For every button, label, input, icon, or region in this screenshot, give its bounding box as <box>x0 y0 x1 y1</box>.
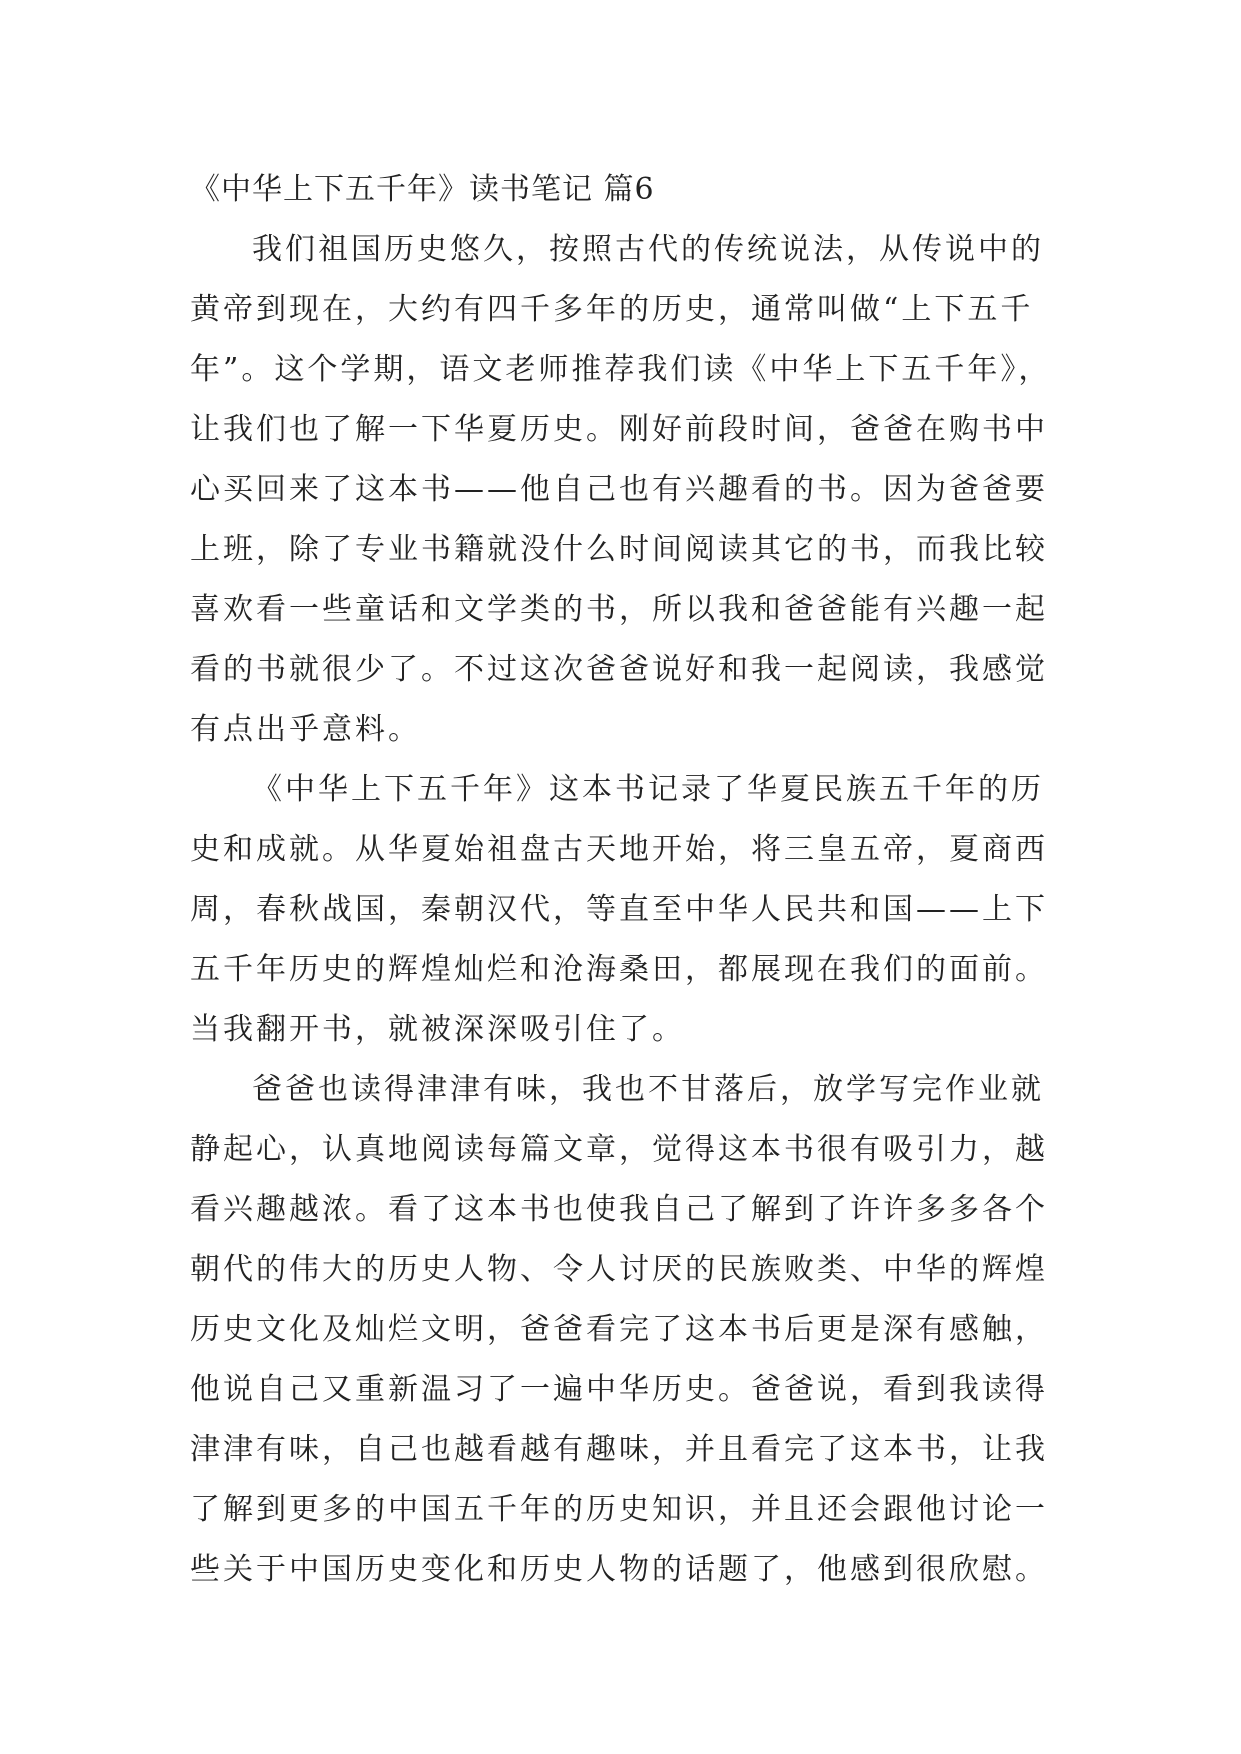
paragraph-line: 有点出乎意料。 <box>190 712 421 747</box>
paragraph-line: 静起心，认真地阅读每篇文章，觉得这本书很有吸引力，越 <box>190 1132 1048 1167</box>
paragraph-line: 些关于中国历史变化和历史人物的话题了，他感到很欣慰。 <box>190 1552 1048 1587</box>
paragraph-line: 年”。这个学期，语文老师推荐我们读《中华上下五千年》， <box>190 352 1052 387</box>
paragraph-line: 看的书就很少了。不过这次爸爸说好和我一起阅读，我感觉 <box>190 652 1048 687</box>
paragraph-line: 爸爸也读得津津有味，我也不甘落后，放学写完作业就 <box>252 1072 1044 1107</box>
paragraph-line: 历史文化及灿烂文明，爸爸看完了这本书后更是深有感触， <box>190 1312 1048 1347</box>
paragraph-3 <box>190 1060 1060 1600</box>
paragraph-line: 我们祖国历史悠久，按照古代的传统说法，从传说中的 <box>252 232 1044 267</box>
paragraph-line: 史和成就。从华夏始祖盘古天地开始，将三皇五帝，夏商西 <box>190 832 1048 867</box>
paragraph-line: 当我翻开书，就被深深吸引住了。 <box>190 1012 685 1047</box>
paragraph-line: 心买回来了这本书——他自己也有兴趣看的书。因为爸爸要 <box>190 472 1048 507</box>
paragraph-line: 《中华上下五千年》这本书记录了华夏民族五千年的历 <box>252 772 1044 807</box>
document-page <box>190 160 1060 1600</box>
paragraph-line: 了解到更多的中国五千年的历史知识，并且还会跟他讨论一 <box>190 1492 1048 1527</box>
paragraph-line: 让我们也了解一下华夏历史。刚好前段时间，爸爸在购书中 <box>190 412 1048 447</box>
document-title: 《中华上下五千年》读书笔记 篇6 <box>190 172 655 207</box>
paragraph-line: 他说自己又重新温习了一遍中华历史。爸爸说，看到我读得 <box>190 1372 1048 1407</box>
paragraph-line: 五千年历史的辉煌灿烂和沧海桑田，都展现在我们的面前。 <box>190 952 1048 987</box>
paragraph-line: 周，春秋战国，秦朝汉代，等直至中华人民共和国——上下 <box>190 892 1048 927</box>
paragraph-1 <box>190 220 1060 760</box>
paragraph-line: 喜欢看一些童话和文学类的书，所以我和爸爸能有兴趣一起 <box>190 592 1048 627</box>
paragraph-line: 看兴趣越浓。看了这本书也使我自己了解到了许许多多各个 <box>190 1192 1048 1227</box>
paragraph-line: 黄帝到现在，大约有四千多年的历史，通常叫做“上下五千 <box>190 292 1034 327</box>
paragraph-line: 津津有味，自己也越看越有趣味，并且看完了这本书，让我 <box>190 1432 1048 1467</box>
paragraph-line: 上班，除了专业书籍就没什么时间阅读其它的书，而我比较 <box>190 532 1048 567</box>
paragraph-2 <box>190 760 1060 1060</box>
paragraph-line: 朝代的伟大的历史人物、令人讨厌的民族败类、中华的辉煌 <box>190 1252 1048 1287</box>
